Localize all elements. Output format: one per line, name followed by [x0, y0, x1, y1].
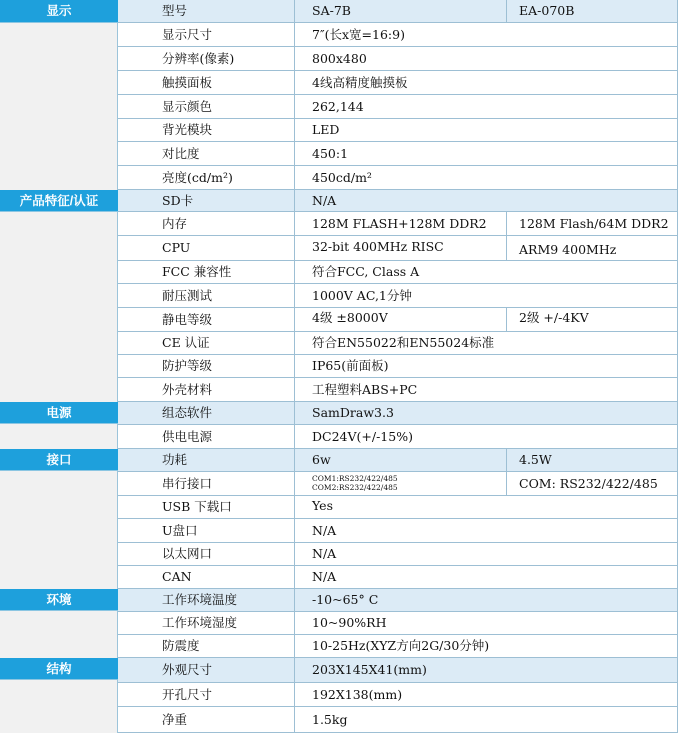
spec-value: 7″(长x宽=16:9) — [295, 23, 678, 47]
spec-row — [0, 23, 678, 47]
spec-value: SamDraw3.3 — [295, 402, 678, 425]
spec-row — [0, 119, 678, 142]
spec-value-ea-070b: 2级 +/-4KV — [507, 308, 678, 332]
spec-value: -10~65° C — [295, 589, 678, 612]
spec-value: 工程塑料ABS+PC — [295, 378, 678, 402]
spec-row — [0, 425, 678, 449]
spec-row — [0, 612, 678, 635]
spec-value: 800x480 — [295, 47, 678, 71]
spec-name: U盘口 — [118, 519, 295, 543]
category-label: 显示 — [0, 0, 118, 23]
spec-row — [0, 707, 678, 733]
spec-row — [0, 284, 678, 308]
spec-row — [0, 449, 678, 472]
spec-value: 262,144 — [295, 95, 678, 119]
spec-row — [0, 683, 678, 707]
spec-value: DC24V(+/-15%) — [295, 425, 678, 449]
spec-value-sa-7b: 128M FLASH+128M DDR2 — [295, 212, 507, 236]
spec-value: 192X138(mm) — [295, 683, 678, 707]
spec-value-sa-7b: 32-bit 400MHz RISC — [295, 236, 507, 261]
spec-row — [0, 519, 678, 543]
spec-name: CAN — [118, 566, 295, 589]
spec-value: 10-25Hz(XYZ方向2G/30分钟) — [295, 635, 678, 658]
serial-line: COM1:RS232/422/485 — [312, 474, 398, 483]
spec-name: CPU — [118, 236, 295, 261]
spec-value-ea-070b: COM: RS232/422/485 — [507, 472, 678, 496]
spec-value: N/A — [295, 566, 678, 589]
spec-name: 对比度 — [118, 142, 295, 166]
spec-name: 显示尺寸 — [118, 23, 295, 47]
spec-value-sa-7b — [295, 472, 507, 496]
spec-value: N/A — [295, 190, 678, 212]
spec-row — [0, 402, 678, 425]
spec-row — [0, 212, 678, 236]
spec-name: 供电电源 — [118, 425, 295, 449]
spec-row — [0, 589, 678, 612]
spec-value: N/A — [295, 543, 678, 566]
spec-value: 符合FCC, Class A — [295, 261, 678, 284]
spec-value: 450:1 — [295, 142, 678, 166]
spec-name: 防护等级 — [118, 355, 295, 378]
spec-name: 以太网口 — [118, 543, 295, 566]
spec-value: IP65(前面板) — [295, 355, 678, 378]
spec-row — [0, 472, 678, 496]
category-label: 产品特征/认证 — [0, 190, 118, 212]
spec-name: 触摸面板 — [118, 71, 295, 95]
spec-name: 分辨率(像素) — [118, 47, 295, 71]
model-ea-070b: EA-070B — [507, 0, 678, 23]
spec-value: 450cd/m² — [295, 166, 678, 190]
spec-value-ea-070b: 4.5W — [507, 449, 678, 472]
spec-row — [0, 566, 678, 589]
spec-name: 显示颜色 — [118, 95, 295, 119]
spec-value: 4线高精度触摸板 — [295, 71, 678, 95]
spec-row — [0, 496, 678, 519]
spec-value: LED — [295, 119, 678, 142]
spec-name: CE 认证 — [118, 332, 295, 355]
spec-value: 符合EN55022和EN55024标准 — [295, 332, 678, 355]
spec-row — [0, 236, 678, 261]
spec-name: 静电等级 — [118, 308, 295, 332]
spec-row — [0, 355, 678, 378]
header-row — [0, 0, 678, 23]
spec-row — [0, 378, 678, 402]
spec-name: 耐压测试 — [118, 284, 295, 308]
spec-value-ea-070b: 128M Flash/64M DDR2 — [507, 212, 678, 236]
spec-row — [0, 308, 678, 332]
spec-row — [0, 261, 678, 284]
spec-name: 开孔尺寸 — [118, 683, 295, 707]
spec-value-sa-7b: 6w — [295, 449, 507, 472]
spec-name: 功耗 — [118, 449, 295, 472]
spec-row — [0, 47, 678, 71]
category-label: 环境 — [0, 589, 118, 611]
category-label: 结构 — [0, 658, 118, 680]
spec-value-sa-7b: 4级 ±8000V — [295, 308, 507, 332]
spec-value: N/A — [295, 519, 678, 543]
spec-name: SD卡 — [118, 190, 295, 212]
spec-row — [0, 190, 678, 212]
spec-row — [0, 71, 678, 95]
spec-row — [0, 332, 678, 355]
category-label: 接口 — [0, 449, 118, 471]
spec-value-ea-070b: ARM9 400MHz — [507, 236, 678, 261]
spec-name: 亮度(cd/m²) — [118, 166, 295, 190]
spec-row — [0, 95, 678, 119]
spec-name: 串行接口 — [118, 472, 295, 496]
spec-value: 203X145X41(mm) — [295, 658, 678, 683]
spec-value: Yes — [295, 496, 678, 519]
category-display — [0, 0, 118, 23]
spec-name: 防震度 — [118, 635, 295, 658]
spec-name: 背光模块 — [118, 119, 295, 142]
spec-row — [0, 166, 678, 190]
spec-name: 外壳材料 — [118, 378, 295, 402]
category-label: 电源 — [0, 402, 118, 424]
spec-row — [0, 658, 678, 683]
spec-row — [0, 543, 678, 566]
spec-name: 内存 — [118, 212, 295, 236]
spec-value: 1.5kg — [295, 707, 678, 733]
spec-name: FCC 兼容性 — [118, 261, 295, 284]
spec-value: 10~90%RH — [295, 612, 678, 635]
spec-name: USB 下载口 — [118, 496, 295, 519]
spec-name: 净重 — [118, 707, 295, 733]
spec-name: 外观尺寸 — [118, 658, 295, 683]
spec-row — [0, 635, 678, 658]
spec-name: 工作环境湿度 — [118, 612, 295, 635]
spec-name: 型号 — [118, 0, 295, 23]
spec-value: 1000V AC,1分钟 — [295, 284, 678, 308]
spec-name: 组态软件 — [118, 402, 295, 425]
spec-row — [0, 142, 678, 166]
serial-line: COM2:RS232/422/485 — [312, 483, 398, 492]
model-sa-7b: SA-7B — [295, 0, 507, 23]
spec-name: 工作环境温度 — [118, 589, 295, 612]
